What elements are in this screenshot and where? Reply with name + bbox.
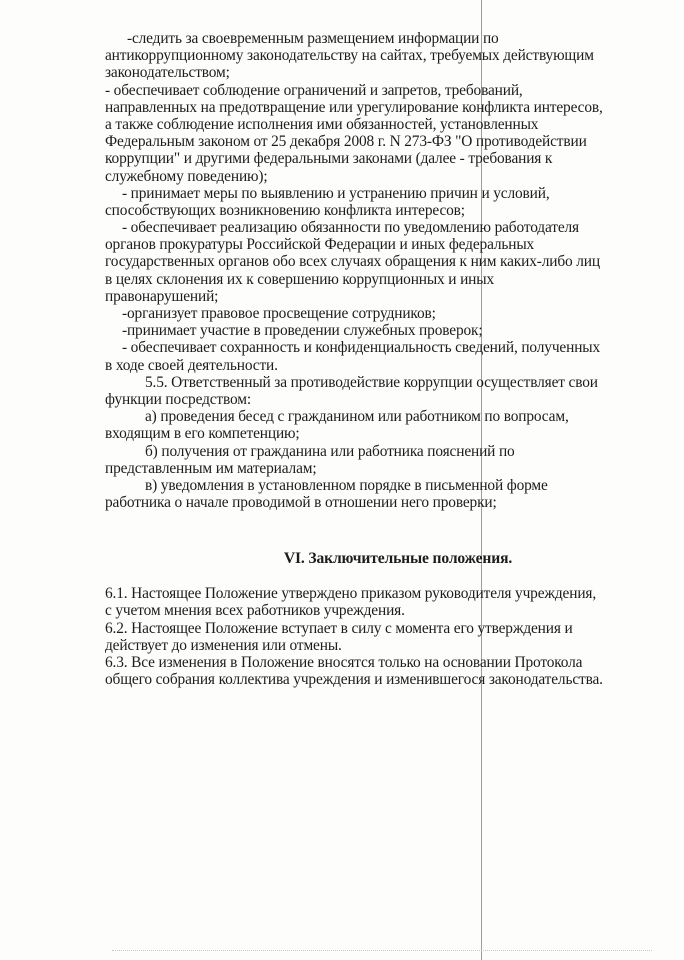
text-line: действует до изменения или отмены.: [105, 636, 342, 654]
text-line: коррупции" и другими федеральными законами (далее - требования к: [105, 150, 553, 168]
text-line: б) получения от гражданина или работника пояснений по: [145, 442, 515, 460]
text-line: 6.3. Все изменения в Положение вносятся только на основании Протокола: [105, 654, 583, 671]
text-line: с учетом мнения всех работников учреждения.: [105, 602, 405, 620]
text-line: представленным им материалам;: [105, 459, 317, 477]
text-line: - принимает меры по выявлению и устранению причин и условий,: [122, 184, 550, 202]
text-line: -следить за своевременным размещением информации по: [127, 30, 499, 47]
text-line: служебному поведению);: [105, 167, 268, 185]
text-line: функции посредством:: [105, 390, 251, 408]
text-line: общего собрания коллектива учреждения и изменившегося законодательства.: [105, 671, 603, 689]
spacer: [105, 511, 645, 550]
text-line: государственных органов обо всех случаях обращения к ним каких-либо лиц: [105, 253, 600, 271]
text-line: а также соблюдение исполнения ими обязанностей, установленных: [105, 115, 539, 133]
text-line: -организует правовое просвещение сотрудников;: [122, 305, 436, 322]
text-line: - обеспечивает реализацию обязанности по уведомлению работодателя: [122, 219, 579, 237]
text-line: 6.1. Настоящее Положение утверждено приказом руководителя учреждения,: [105, 585, 597, 603]
text-line: -принимает участие в проведении служебных проверок;: [122, 322, 483, 340]
spacer: [105, 568, 645, 585]
text-line: - обеспечивает сохранность и конфиденциальность сведений, полученных: [122, 339, 601, 357]
text-line: входящим в его компетенцию;: [105, 425, 300, 443]
text-line: правонарушений;: [105, 287, 219, 305]
text-line: способствующих возникновению конфликта интересов;: [105, 201, 465, 219]
text-line: работника о начале проводимой в отношении него проверки;: [105, 494, 497, 512]
text-line: Федеральным законом от 25 декабря 2008 г. N 273-ФЗ "О противодействии: [105, 133, 587, 151]
text-line: - обеспечивает соблюдение ограничений и запретов, требований,: [105, 81, 523, 99]
text-line: в ходе своей деятельности.: [105, 356, 278, 374]
section-heading: VI. Заключительные положения.: [283, 550, 513, 568]
text-line: в целях склонения их к совершению коррупционных и иных: [105, 270, 494, 288]
text-line: антикоррупционному законодательству на сайтах, требуемых действующим: [105, 47, 594, 65]
page-bottom-edge: [112, 950, 652, 952]
text-line: органов прокуратуры Российской Федерации и иных федеральных: [105, 236, 535, 254]
text-line: 5.5. Ответственный за противодействие коррупции осуществляет свои: [145, 373, 598, 391]
text-line: в) уведомления в установленном порядке в письменной форме: [145, 476, 548, 494]
text-line: 6.2. Настоящее Положение вступает в силу с момента его утверждения и: [105, 619, 573, 637]
text-line: законодательством;: [105, 64, 230, 82]
text-line: а) проведения бесед с гражданином или работником по вопросам,: [145, 408, 569, 426]
document-body: [105, 30, 645, 688]
text-line: направленных на предотвращение или урегулирование конфликта интересов,: [105, 98, 603, 116]
